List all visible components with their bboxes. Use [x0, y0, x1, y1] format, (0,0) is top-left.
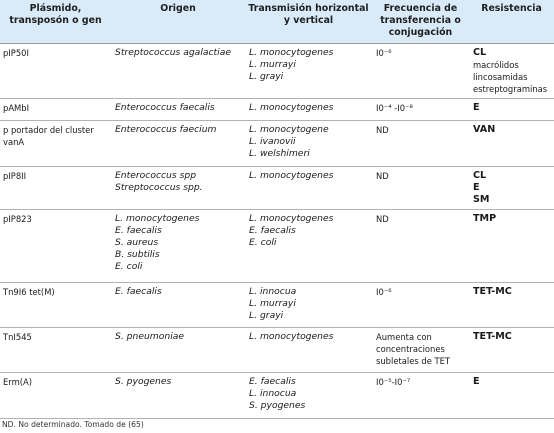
resistance-item: VAN: [473, 124, 496, 135]
cell-frequency: I0⁻⁴ -I0⁻⁸: [372, 99, 469, 121]
cell-plasmid: TnI545: [0, 328, 111, 373]
cell-line: S. pyogenes: [249, 400, 306, 411]
table-header: [0, 0, 554, 44]
cell-resistance: [469, 210, 554, 283]
cell-line: E. coli: [249, 237, 277, 248]
cell-transmission: [245, 328, 372, 373]
cell-line: S. pyogenes: [115, 376, 172, 387]
cell-line: L. ivanovii: [249, 136, 296, 147]
cell-line: L. innocua: [249, 286, 297, 297]
cell-origin: [111, 210, 245, 283]
resistance-item: macrólidos: [473, 60, 519, 70]
resistance-item: E: [473, 182, 480, 193]
cell-resistance: [469, 44, 554, 99]
cell-origin: [111, 328, 245, 373]
cell-frequency: I0⁻⁶: [372, 44, 469, 99]
cell-transmission: [245, 210, 372, 283]
cell-line: L. grayi: [249, 310, 284, 321]
cell-line: E. faecalis: [115, 286, 162, 297]
cell-transmission: [245, 99, 372, 121]
table-row: [0, 373, 554, 419]
cell-line: Streptococcus spp.: [115, 182, 203, 193]
resistance-item: CL: [473, 47, 487, 58]
cell-plasmid: Tn9I6 tet(M): [0, 283, 111, 328]
cell-plasmid: pIP50I: [0, 44, 111, 99]
cell-line: E. faecalis: [249, 225, 296, 236]
cell-line: L. monocytogenes: [249, 47, 334, 58]
cell-line: S. aureus: [115, 237, 159, 248]
cell-frequency: ND: [372, 210, 469, 283]
resistance-item: TMP: [473, 213, 497, 224]
resistance-item: TET-MC: [473, 331, 512, 342]
cell-origin: [111, 373, 245, 419]
cell-transmission: [245, 121, 372, 167]
table-body: [0, 44, 554, 419]
cell-line: L. monocytogenes: [249, 213, 334, 224]
cell-origin: [111, 283, 245, 328]
cell-plasmid: pIP8II: [0, 167, 111, 210]
header-row: [0, 0, 554, 44]
cell-resistance: [469, 373, 554, 419]
table-footnote: ND. No determinado. Tomado de (65): [2, 420, 144, 429]
cell-frequency: I0⁻⁶: [372, 283, 469, 328]
cell-line: Enterococcus faecium: [115, 124, 217, 135]
cell-transmission: [245, 373, 372, 419]
cell-resistance: [469, 167, 554, 210]
table-row: [0, 44, 554, 99]
cell-origin: [111, 167, 245, 210]
cell-line: Enterococcus faecalis: [115, 102, 215, 113]
cell-line: L. welshimeri: [249, 148, 310, 159]
cell-plasmid: pIP823: [0, 210, 111, 283]
cell-resistance: [469, 328, 554, 373]
cell-plasmid: Erm(A): [0, 373, 111, 419]
cell-line: B. subtilis: [115, 249, 160, 260]
cell-transmission: [245, 283, 372, 328]
cell-line: L. murrayi: [249, 59, 296, 70]
header-frequency: Frecuencia de transferencia o conjugación: [372, 0, 469, 44]
cell-frequency: ND: [372, 167, 469, 210]
cell-origin: [111, 44, 245, 99]
header-plasmid: Plásmido, transposón o gen: [0, 0, 111, 44]
cell-line: L. monocytogenes: [249, 102, 334, 113]
cell-line: S. pneumoniae: [115, 331, 185, 342]
cell-line: L. innocua: [249, 388, 297, 399]
table-row: [0, 99, 554, 121]
cell-line: E. faecalis: [115, 225, 162, 236]
resistance-item: TET-MC: [473, 286, 512, 297]
cell-plasmid: pAMbI: [0, 99, 111, 121]
header-transmission: Transmisión horizontal y vertical: [245, 0, 372, 44]
table-row: [0, 167, 554, 210]
table-row: [0, 328, 554, 373]
resistance-item: E: [473, 102, 480, 113]
cell-resistance: [469, 99, 554, 121]
resistance-item: SM: [473, 194, 490, 205]
cell-origin: [111, 121, 245, 167]
cell-transmission: [245, 44, 372, 99]
cell-line: E. faecalis: [249, 376, 296, 387]
cell-line: Streptococcus agalactiae: [115, 47, 231, 58]
resistance-item: CL: [473, 170, 487, 181]
cell-line: L. monocytogenes: [249, 331, 334, 342]
resistance-item: estreptograminas: [473, 84, 548, 94]
header-resistance: Resistencia: [469, 0, 554, 44]
cell-line: L. monocytogene: [249, 124, 329, 135]
cell-frequency: ND: [372, 121, 469, 167]
cell-line: L. murrayi: [249, 298, 296, 309]
cell-resistance: [469, 283, 554, 328]
cell-frequency: Aumenta con concentraciones subletales de TET: [372, 328, 469, 373]
cell-origin: [111, 99, 245, 121]
cell-line: L. grayi: [249, 71, 284, 82]
table-row: [0, 283, 554, 328]
resistance-item: E: [473, 376, 480, 387]
cell-resistance: [469, 121, 554, 167]
cell-transmission: [245, 167, 372, 210]
table-row: [0, 210, 554, 283]
header-origin: Origen: [111, 0, 245, 44]
resistance-item: lincosamidas: [473, 72, 528, 82]
table-row: [0, 121, 554, 167]
cell-line: L. monocytogenes: [249, 170, 334, 181]
cell-line: E. coli: [115, 261, 143, 272]
cell-plasmid: p portador del cluster vanA: [0, 121, 111, 167]
cell-frequency: I0⁻⁵-I0⁻⁷: [372, 373, 469, 419]
cell-line: L. monocytogenes: [115, 213, 200, 224]
cell-line: Enterococcus spp: [115, 170, 197, 181]
